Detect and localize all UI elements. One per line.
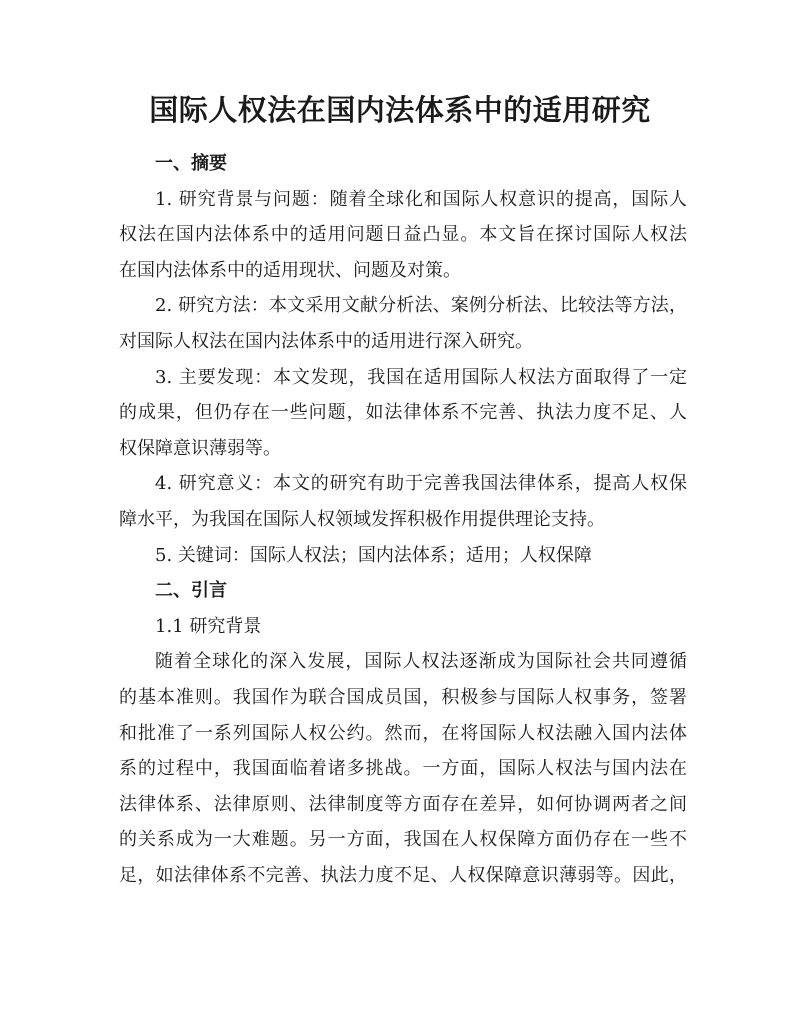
text-line: 在国内法体系中的适用现状、问题及对策。 [119, 259, 461, 281]
text-line: 系的过程中，我国面临着诸多挑战。一方面，国际人权法与国内法在 [119, 758, 687, 780]
section-heading-abstract: 一、摘要 [155, 153, 227, 174]
text-line: 3. 主要发现：本文发现，我国在适用国际人权法方面取得了一定 [155, 366, 687, 388]
text-line: 法律体系、法律原则、法律制度等方面存在差异，如何协调两者之间 [119, 793, 687, 815]
text-line: 2. 研究方法：本文采用文献分析法、案例分析法、比较法等方法， [155, 295, 687, 317]
subsection-heading-background: 1.1 研究背景 [155, 615, 262, 637]
text-line: 障水平，为我国在国际人权领域发挥积极作用提供理论支持。 [119, 508, 605, 530]
text-line: 的基本准则。我国作为联合国成员国，积极参与国际人权事务，签署 [119, 686, 687, 708]
text-line: 4. 研究意义：本文的研究有助于完善我国法律体系，提高人权保 [155, 473, 687, 495]
text-line: 权法在国内法体系中的适用问题日益凸显。本文旨在探讨国际人权法 [119, 224, 687, 246]
text-line: 对国际人权法在国内法体系中的适用进行深入研究。 [119, 330, 533, 352]
text-line: 的成果，但仍存在一些问题，如法律体系不完善、执法力度不足、人 [119, 402, 687, 424]
document-title: 国际人权法在国内法体系中的适用研究 [149, 93, 651, 127]
text-line: 和批准了一系列国际人权公约。然而，在将国际人权法融入国内法体 [119, 722, 687, 744]
text-line: 1. 研究背景与问题：随着全球化和国际人权意识的提高，国际人 [155, 188, 687, 210]
text-line: 权保障意识薄弱等。 [119, 437, 281, 459]
text-line: 随着全球化的深入发展，国际人权法逐渐成为国际社会共同遵循 [155, 651, 687, 673]
document-body [119, 146, 687, 893]
text-line: 足，如法律体系不完善、执法力度不足、人权保障意识薄弱等。因此， [119, 864, 687, 886]
keywords-line: 5. 关键词：国际人权法；国内法体系；适用；人权保障 [155, 544, 592, 566]
section-heading-introduction: 二、引言 [155, 580, 227, 602]
text-line: 的关系成为一大难题。另一方面，我国在人权保障方面仍存在一些不 [119, 829, 687, 851]
